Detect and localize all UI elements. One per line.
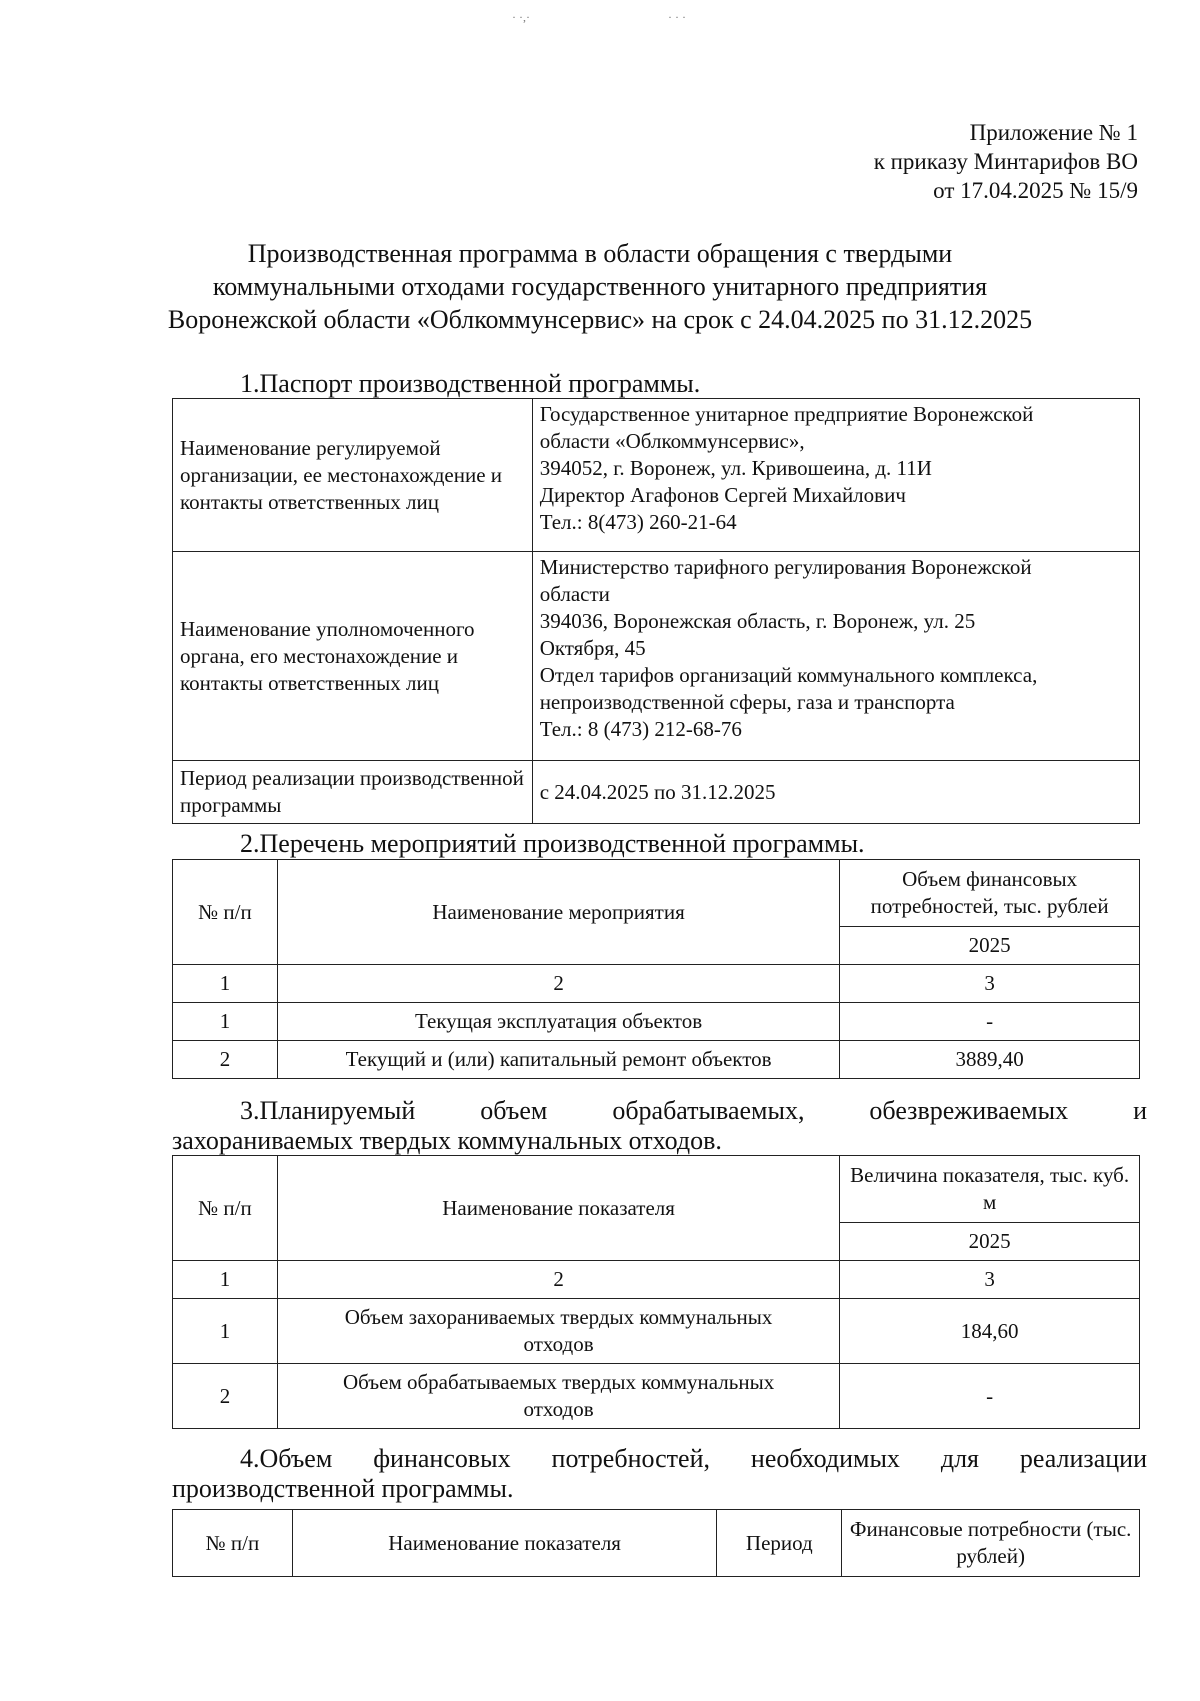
waste-col-num: № п/п bbox=[173, 1156, 278, 1261]
index-cell: 2 bbox=[277, 1261, 839, 1299]
passport-row bbox=[173, 552, 1140, 761]
financial-col-num: № п/п bbox=[173, 1510, 293, 1577]
passport-row bbox=[173, 399, 1140, 552]
passport-label: Период реализации производственной программы bbox=[173, 761, 533, 824]
section-1-heading: 1.Паспорт производственной программы. bbox=[240, 369, 701, 398]
passport-label: Наименование уполномоченного органа, его местонахождение и контакты ответственных лиц bbox=[173, 552, 533, 761]
financial-col-period: Период bbox=[717, 1510, 842, 1577]
measures-col-value: Объем финансовых потребностей, тыс. рублей bbox=[840, 860, 1140, 927]
section-3-heading-line-2: захораниваемых твердых коммунальных отходов. bbox=[172, 1126, 722, 1155]
title-line-2: коммунальными отходами государственного унитарного предприятия bbox=[212, 272, 988, 301]
row-num: 2 bbox=[173, 1364, 278, 1429]
approval-block bbox=[874, 118, 1138, 205]
passport-value-line: Отдел тарифов организаций коммунального комплекса, bbox=[539, 663, 1038, 687]
approval-line-1: Приложение № 1 bbox=[969, 120, 1138, 145]
measures-col-name: Наименование мероприятия bbox=[277, 860, 839, 965]
row-value: 184,60 bbox=[840, 1299, 1140, 1364]
measures-table bbox=[172, 859, 1140, 1079]
row-name: Текущая эксплуатация объектов bbox=[277, 1003, 839, 1041]
waste-col-value: Величина показателя, тыс. куб. м bbox=[840, 1156, 1140, 1223]
row-num: 1 bbox=[173, 1003, 278, 1041]
section-4-heading-line-2: производственной программы. bbox=[172, 1474, 514, 1503]
table-row bbox=[173, 1041, 1140, 1079]
title-line-3: Воронежской области «Облкоммунсервис» на срок с 24.04.2025 по 31.12.2025 bbox=[167, 305, 1033, 334]
table-row bbox=[173, 1003, 1140, 1041]
passport-value-line: Тел.: 8 (473) 212-68-76 bbox=[539, 717, 742, 741]
financial-col-name: Наименование показателя bbox=[292, 1510, 717, 1577]
row-value: - bbox=[840, 1364, 1140, 1429]
row-value: 3889,40 bbox=[840, 1041, 1140, 1079]
approval-line-3: от 17.04.2025 № 15/9 bbox=[933, 178, 1138, 203]
measures-col-num: № п/п bbox=[173, 860, 278, 965]
row-num: 1 bbox=[173, 1299, 278, 1364]
index-cell: 1 bbox=[173, 965, 278, 1003]
financial-col-value: Финансовые потребности (тыс. рублей) bbox=[842, 1510, 1140, 1577]
financial-needs-table bbox=[172, 1509, 1140, 1577]
passport-value-line: Тел.: 8(473) 260-21-64 bbox=[539, 510, 737, 534]
passport-table bbox=[172, 398, 1140, 824]
passport-label: Наименование регулируемой организации, ее местонахождение и контакты ответственных лиц bbox=[173, 399, 533, 552]
section-4-heading-line-1: 4.Объем финансовых потребностей, необходимых для реализации bbox=[240, 1444, 1147, 1473]
index-cell: 2 bbox=[277, 965, 839, 1003]
title-line-1: Производственная программа в области обращения с твердыми bbox=[247, 239, 953, 268]
passport-value-line: непроизводственной сферы, газа и транспорта bbox=[539, 690, 955, 714]
index-cell: 3 bbox=[840, 965, 1140, 1003]
passport-value-line: области bbox=[539, 582, 610, 606]
waste-volume-table bbox=[172, 1155, 1140, 1429]
row-name: Объем обрабатываемых твердых коммунальных отходов bbox=[277, 1364, 839, 1429]
table-index-row bbox=[173, 965, 1140, 1003]
passport-value-line: 394052, г. Воронеж, ул. Кривошеина, д. 11И bbox=[539, 456, 932, 480]
approval-line-2: к приказу Минтарифов ВО bbox=[873, 149, 1138, 174]
section-3-heading bbox=[172, 1096, 1147, 1156]
passport-value bbox=[532, 399, 1139, 552]
passport-row bbox=[173, 761, 1140, 824]
passport-value-line: Октября, 45 bbox=[539, 636, 646, 660]
passport-value bbox=[532, 552, 1139, 761]
passport-value-line: Государственное унитарное предприятие Воронежской bbox=[539, 402, 1034, 426]
section-3-heading-line-1: 3.Планируемый объем обрабатываемых, обезвреживаемых и bbox=[240, 1096, 1147, 1125]
passport-value-line: Министерство тарифного регулирования Воронежской bbox=[539, 555, 1032, 579]
passport-value-line: 394036, Воронежская область, г. Воронеж, ул. 25 bbox=[539, 609, 976, 633]
index-cell: 1 bbox=[173, 1261, 278, 1299]
passport-value-line: области «Облкоммунсервис», bbox=[539, 429, 805, 453]
document-title bbox=[130, 237, 1070, 336]
passport-value-line: с 24.04.2025 по 31.12.2025 bbox=[539, 779, 776, 804]
passport-value-line: Директор Агафонов Сергей Михайлович bbox=[539, 483, 906, 507]
section-2-heading: 2.Перечень мероприятий производственной программы. bbox=[240, 829, 865, 858]
measures-col-year: 2025 bbox=[840, 927, 1140, 965]
row-value: - bbox=[840, 1003, 1140, 1041]
scan-mark-left: · ·,· bbox=[512, 10, 530, 24]
section-4-heading bbox=[172, 1444, 1147, 1504]
table-row bbox=[173, 1299, 1140, 1364]
row-name: Текущий и (или) капитальный ремонт объектов bbox=[277, 1041, 839, 1079]
table-row bbox=[173, 1364, 1140, 1429]
scan-mark-right: · · · bbox=[668, 10, 686, 24]
table-index-row bbox=[173, 1261, 1140, 1299]
index-cell: 3 bbox=[840, 1261, 1140, 1299]
row-num: 2 bbox=[173, 1041, 278, 1079]
waste-col-year: 2025 bbox=[840, 1223, 1140, 1261]
waste-col-name: Наименование показателя bbox=[277, 1156, 839, 1261]
row-name: Объем захораниваемых твердых коммунальных отходов bbox=[277, 1299, 839, 1364]
passport-value bbox=[532, 761, 1139, 824]
